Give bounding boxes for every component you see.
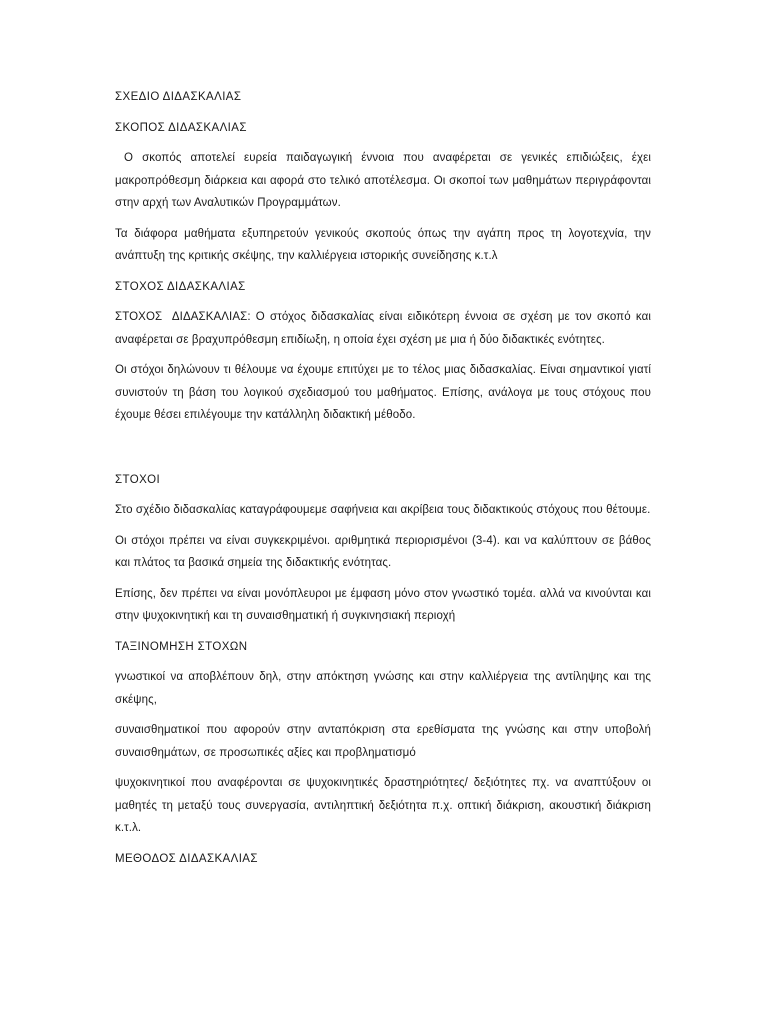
heading-sxedio: ΣΧΕΔΙΟ ΔΙΔΑΣΚΑΛΙΑΣ xyxy=(115,91,242,103)
para-skopos-definition: Ο σκοπός αποτελεί ευρεία παιδαγωγική έννοια που αναφέρεται σε γενικές επιδιώξεις, έχει μακροπρόθεσμη διάρκεια και αφορά στο τελικό αποτέλεσμα. Οι σκοποί των μαθημάτων περιγράφονται στην αρχή των Αναλυτικών Προγραμμάτων. xyxy=(115,152,655,209)
para-gnostikoi: γνωστικοί να αποβλέπουν δηλ, στην απόκτηση γνώσης και στην καλλιέργεια της αντίληψης και της σκέψης, xyxy=(115,671,651,706)
heading-taxinomisi: ΤΑΞΙΝΟΜΗΣΗ ΣΤΟΧΩΝ xyxy=(115,640,248,653)
para-stoxoi-specific: Οι στόχοι πρέπει να είναι συγκεκριμένοι. αριθμητικά περιορισμένοι (3-4). και να καλύπτουν σε βάθος και πλάτος τα βασικά σημεία της διδακτικής ενότητας. xyxy=(115,534,651,569)
para-stoxos-definition: ΣΤΟΧΟΣ ΔΙΔΑΣΚΑΛΙΑΣ: Ο στόχος διδασκαλίας είναι ειδικότερη έννοια σε σχέση με τον σκοπό και αναφέρεται σε βραχυπρόθεσμη επιδίωξη, η οποία έχει σχέση με μια ή δύο διδακτικές ενότητες. xyxy=(115,311,655,346)
heading-methodos: ΜΕΘΟΔΟΣ ΔΙΔΑΣΚΑΛΙΑΣ xyxy=(115,852,258,865)
heading-skopos: ΣΚΟΠΟΣ ΔΙΔΑΣΚΑΛΙΑΣ xyxy=(115,121,247,134)
heading-stoxos: ΣΤΟΧΟΣ ΔΙΔΑΣΚΑΛΙΑΣ xyxy=(115,280,246,293)
document-page xyxy=(115,86,655,870)
para-skopos-examples: Τα διάφορα μαθήματα εξυπηρετούν γενικούς σκοπούς όπως την αγάπη προς τη λογοτεχνία, την ανάπτυξη της κριτικής σκέψης, την καλλιέργεια ιστορικής συνείδησης κ.τ.λ xyxy=(115,227,651,262)
para-psyxokinitikoi: ψυχοκινητικοί που αναφέρονται σε ψυχοκινητικές δραστηριότητες/ δεξιότητες πχ. να αναπτύξουν οι μαθητές τη μεταξύ τους συνεργασία, αντιληπτική δεξιότητα π.χ. οπτική διάκριση, ακουστική διάκριση κ.τ.λ. xyxy=(115,777,651,834)
heading-stoxoi: ΣΤΟΧΟΙ xyxy=(115,473,161,486)
para-stoxoi-importance: Οι στόχοι δηλώνουν τι θέλουμε να έχουμε επιτύχει με το τέλος μιας διδασκαλίας. Είναι σημαντικοί γιατί συνιστούν τη βάση του λογικού σχεδιασμού του μαθήματος. Επίσης, ανάλογα με τους στόχους που έχουμε θέσει επιλέγουμε την κατάλληλη διδακτική μέθοδο. xyxy=(115,364,651,421)
para-stoxoi-recording: Στο σχέδιο διδασκαλίας καταγράφουμεμε σαφήνεια και ακρίβεια τους διδακτικούς στόχους που θέτουμε. xyxy=(115,504,651,516)
para-stoxoi-domains: Επίσης, δεν πρέπει να είναι μονόπλευροι με έμφαση μόνο στον γνωστικό τομέα. αλλά να κινούνται και στην ψυχοκινητική και τη συναισθηματική ή συγκινησιακή περιοχή xyxy=(115,587,651,622)
para-synaisthimatikoi: συναισθηματικοί που αφορούν στην ανταπόκριση στα ερεθίσματα της γνώσης και στην υποβολή συναισθημάτων, σε προσωπικές αξίες και προβληματισμό xyxy=(115,724,651,759)
